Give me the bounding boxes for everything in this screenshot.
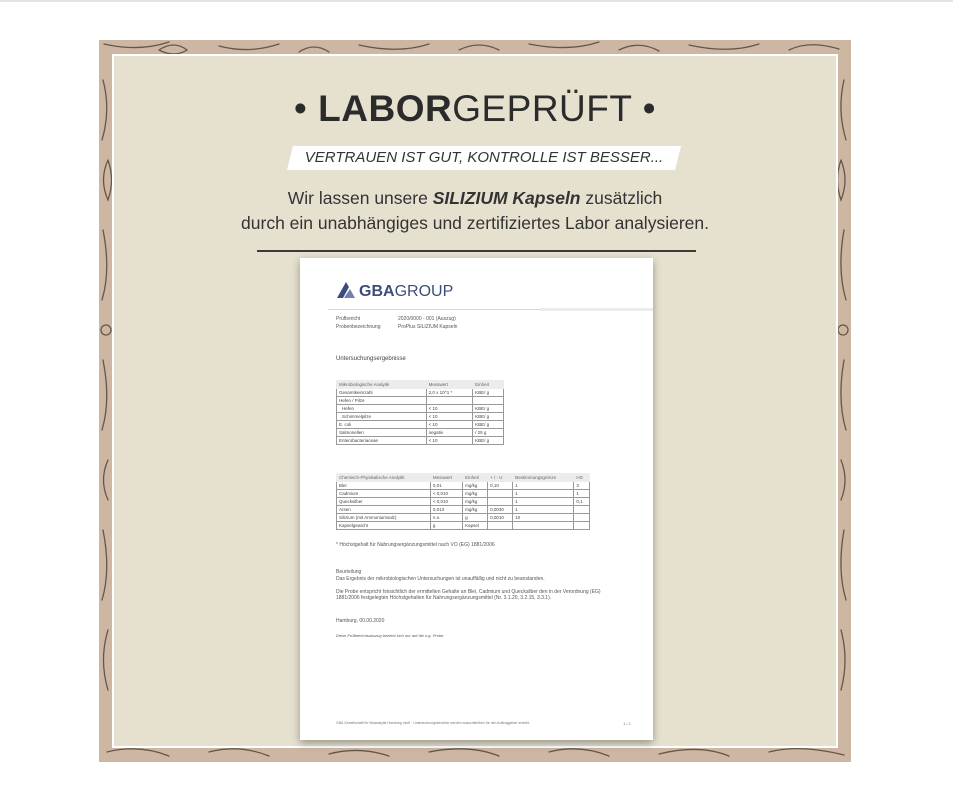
table-row (337, 490, 590, 498)
table-row (337, 397, 504, 405)
table-cell: KBE/ g (473, 437, 504, 445)
beige-content-panel (112, 54, 838, 748)
section-title: Untersuchungsergebnisse (336, 356, 406, 362)
table-cell: Kapselgewicht (337, 522, 431, 530)
table-cell: Cadmium (337, 490, 431, 498)
table-header (337, 381, 504, 389)
product-name: SILIZIUM Kapseln (432, 188, 581, 208)
microbiology-table (336, 380, 504, 445)
assessment-text: Die Probe entspricht hinsichtlich der ermittelten Gehalte an Blei, Cadmium und Quecksilber den in der Verordnung (EG) 1881/2006 festgelegten Höchstgehalten für Nahrungsergänzungsmittel (Nr. 3.1.20, 3.2.15, 3.3.1). (336, 589, 601, 601)
table-header-cell: Bestimmungsgrenze (513, 474, 574, 482)
meta-row (336, 316, 456, 322)
table-cell: 0,0010 (488, 514, 513, 522)
table-cell: Quecksilber (337, 498, 431, 506)
remark: Diese Prüfberichtsauszug bezieht sich nur auf die o.g. Probe. (336, 633, 445, 638)
table-cell: 0,013 (430, 506, 462, 514)
table-header-cell: Mikrobiologische Analytik (337, 381, 427, 389)
table-cell: KBE/ g (473, 421, 504, 429)
table-row (337, 405, 504, 413)
table-cell: < 0,010 (430, 498, 462, 506)
table-cell: mg/kg (463, 490, 488, 498)
table-cell: negativ (426, 429, 472, 437)
document-footer: GBA Gesellschaft für Bioanalytik Hamburg mbH · Untersuchungsberichte werden ausschließlich für den Auftraggeber erstellt. (336, 721, 530, 725)
table-row (337, 413, 504, 421)
table-header (337, 474, 590, 482)
meta-label: Prüfbericht (336, 316, 361, 322)
table-cell: Schimmelpilze (337, 413, 427, 421)
table-row (337, 437, 504, 445)
table-header-cell: Messwert (430, 474, 462, 482)
table-cell: 0,0030 (488, 506, 513, 514)
footnote: * Höchstgehalt für Nahrungsergänzungsmittel nach VO (EG) 1881/2006 (336, 542, 495, 548)
table-cell (426, 397, 472, 405)
table-row (337, 514, 590, 522)
table-cell: Silizium (mit Ammoniumsalz) (337, 514, 431, 522)
table-header-cell: Chemisch-Physikalische Analytik (337, 474, 431, 482)
top-divider (0, 0, 953, 2)
table-cell (513, 522, 574, 530)
chemistry-table (336, 473, 590, 530)
meta-value: 2020/0000 - 001 (Auszug) (398, 316, 456, 322)
table-header-cell: Messwert (426, 381, 472, 389)
table-header-cell: Einheit (473, 381, 504, 389)
table-row (337, 421, 504, 429)
subtitle-line-1 (114, 188, 836, 209)
table-cell: / 25 g (473, 429, 504, 437)
meta-value: ProPlus SILIZIUM Kapseln (398, 324, 458, 330)
table-cell: 1 (513, 498, 574, 506)
subtitle-line-2: durch ein unabhängiges und zertifiziertes Labor analysieren. (241, 213, 709, 233)
table-cell: < 10 (426, 413, 472, 421)
table-cell (574, 522, 590, 530)
table-cell: Salmonellen (337, 429, 427, 437)
table-cell: Hefen (337, 405, 427, 413)
subtitle-text: zusätzlich (580, 188, 663, 208)
table-cell: KBE/ g (473, 405, 504, 413)
table-cell: Hefen / Pilze (337, 397, 427, 405)
table-row (337, 506, 590, 514)
table-cell: 1 (513, 506, 574, 514)
headline-light: GEPRÜFT (452, 88, 632, 129)
bullet-right: • (642, 88, 657, 129)
place-date: Hamburg, 00.00.2020 (336, 618, 385, 624)
table-cell: mg/kg (463, 482, 488, 490)
table-cell (488, 498, 513, 506)
table-cell: Gesamtkeimzahl (337, 389, 427, 397)
gba-logo-icon (336, 281, 356, 299)
table-header-cell: HG (574, 474, 590, 482)
table-cell: 2,0 x 10^1 * (426, 389, 472, 397)
logo-text (359, 283, 453, 301)
table-cell (473, 397, 504, 405)
table-cell: KBE/ g (473, 389, 504, 397)
table-row (337, 389, 504, 397)
table-cell (574, 506, 590, 514)
table-cell: 3 (574, 482, 590, 490)
headline-bold: LABOR (318, 88, 453, 129)
bullet-left: • (293, 88, 308, 129)
table-row (337, 482, 590, 490)
table-cell: 1 (513, 482, 574, 490)
subtitle-text: Wir lassen unsere (287, 188, 433, 208)
table-cell: < 0,010 (430, 490, 462, 498)
assessment-text: Das Ergebnis der mikrobiologischen Untersuchungen ist unauffällig und nicht zu beanstanden. (336, 576, 545, 582)
headline (114, 88, 836, 130)
table-row (337, 522, 590, 530)
table-cell: mg/kg (463, 498, 488, 506)
table-header-cell: + / - U (488, 474, 513, 482)
page-number: 1 / 1 (623, 721, 631, 726)
meta-label: Probenbezeichnung (336, 324, 381, 330)
table-cell: n.n. (430, 514, 462, 522)
table-cell: 0,1 (574, 498, 590, 506)
table-row (337, 429, 504, 437)
table-header-cell: Einheit (463, 474, 488, 482)
table-cell: 0,10 (488, 482, 513, 490)
table-cell: KBE/ g (473, 413, 504, 421)
table-cell: E. coli (337, 421, 427, 429)
table-cell: 1 (513, 490, 574, 498)
table-cell: g (430, 522, 462, 530)
table-cell: 1 (574, 490, 590, 498)
lab-report-document (300, 258, 653, 740)
gba-group-logo (336, 281, 454, 303)
logo-light-text: GROUP (394, 283, 454, 300)
table-cell: 10 (513, 514, 574, 522)
table-cell: 0,01 (430, 482, 462, 490)
table-cell (488, 522, 513, 530)
table-cell: Arsen (337, 506, 431, 514)
table-cell: Enterobacteriaceae (337, 437, 427, 445)
divider-line (257, 250, 696, 252)
document-header-accent (540, 308, 653, 311)
meta-row (336, 324, 457, 330)
table-cell: < 10 (426, 421, 472, 429)
assessment-title: Beurteilung (336, 569, 362, 575)
logo-bold-text: GBA (359, 283, 395, 300)
product-info-image (99, 40, 851, 762)
table-cell: < 10 (426, 437, 472, 445)
table-cell: mg/kg (463, 506, 488, 514)
tagline: VERTRAUEN IST GUT, KONTROLLE IST BESSER... (304, 149, 664, 166)
table-cell (488, 490, 513, 498)
table-row (337, 498, 590, 506)
table-cell: Kapsel (463, 522, 488, 530)
table-cell (574, 514, 590, 522)
table-cell: Blei (337, 482, 431, 490)
table-cell: < 10 (426, 405, 472, 413)
table-cell: g (463, 514, 488, 522)
